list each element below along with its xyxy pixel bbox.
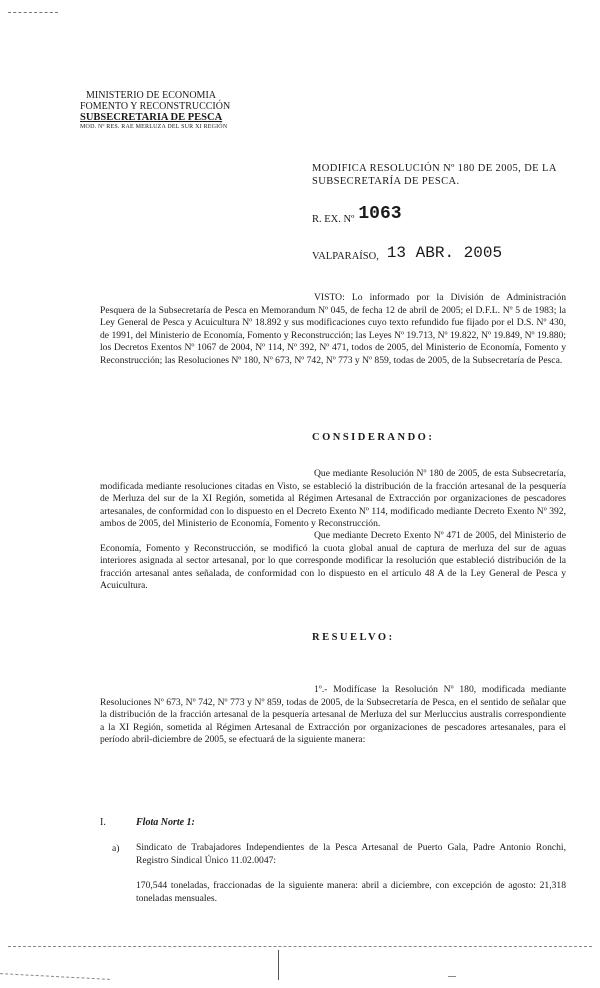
place-date — [312, 246, 502, 264]
ministry-line-2: FOMENTO Y RECONSTRUCCIÓN — [80, 101, 231, 112]
document-code: MOD. Nº RES. RAE MERLUZA DEL SUR XI REGIÓN — [80, 124, 228, 130]
bottom-dashed-line-2 — [0, 973, 110, 980]
letterhead — [80, 90, 230, 131]
subject-line: MODIFICA RESOLUCIÓN Nº 180 DE 2005, DE LA SUBSECRETARÍA DE PESCA. — [312, 163, 557, 187]
section-number: I. — [100, 817, 106, 828]
place: VALPARAÍSO, — [312, 251, 379, 262]
considerando-heading: CONSIDERANDO: — [312, 432, 435, 443]
resolution-number-value: 1063 — [358, 204, 402, 224]
bottom-tick-mark — [448, 976, 456, 977]
considerando-paragraph-2: Que mediante Decreto Exento Nº 471 de 2005, del Ministerio de Economía, Fomento y Reconstrucción, se modificó la cuota global anual de captura de merluza del sur de aguas interiores asignada al sector artesanal, por lo que corresponde modificar la resolución que estableció distribución de la fracción artesanal antes señalada, de conformidad con lo dispuesto en el artículo 48 A de la Ley General de Pesca y Acuicultura. — [100, 530, 566, 591]
item-letter: a) — [112, 843, 120, 854]
bottom-vertical-mark — [278, 950, 279, 980]
section-title: Flota Norte 1: — [136, 817, 195, 828]
item-organization: Sindicato de Trabajadores Independientes de la Pesca Artesanal de Puerto Gala, Padre Antonio Ronchi, Registro Sindical Único 11.02.0047: — [136, 842, 566, 866]
resuelvo-heading: RESUELVO: — [312, 632, 395, 643]
resuelvo-paragraph-1: 1º.- Modifícase la Resolución Nº 180, modificada mediante Resoluciones Nº 673, Nº 742, Nº 773 y Nº 859, todas de 2005, de la Subsecretaría de Pesca, en el sentido de señalar que la distribución de la fracción artesanal de la pesquería artesanal de Merluza del sur Merluccius australis correspondiente a la XI Región, sometida al Régimen Artesanal de Extracción por organizaciones de pescadores artesanales, para el período abril-diciembre de 2005, se efectuará de la siguiente manera: — [100, 684, 566, 745]
bottom-dashed-line — [8, 946, 592, 947]
considerando-paragraph-1: Que mediante Resolución Nº 180 de 2005, de esta Subsecretaría, modificada mediante resoluciones citadas en Visto, se estableció la distribución de la fracción artesanal de la pesquería de Merluza del sur de la XI Región, sometida al Régimen Artesanal de Extracción por organizaciones de pescadores artesanales, de conformidad con lo dispuesto en el Decreto Exento Nº 114, modificado mediante Decreto Exento Nº 392, ambos de 2005, del Ministerio de Economía, Fomento y Reconstrucción. — [100, 468, 566, 529]
top-dashed-line — [8, 12, 58, 13]
item-quota-detail: 170,544 toneladas, fraccionadas de la siguiente manera: abril a diciembre, con excepción de agosto: 21,318 toneladas mensuales. — [136, 880, 566, 904]
ministry-line: MINISTERIO DE ECONOMIA — [86, 90, 216, 101]
resolution-label: R. EX. Nº — [312, 214, 355, 225]
subsecretaria-line: SUBSECRETARIA DE PESCA — [80, 112, 223, 123]
resolution-number — [312, 204, 402, 228]
date-stamp: 13 ABR. 2005 — [386, 244, 503, 262]
visto-paragraph: VISTO: Lo informado por la División de Administración Pesquera de la Subsecretaría de Pesca en Memorandum Nº 045, de fecha 12 de abril de 2005; el D.F.L. Nº 5 de 1983; la Ley General de Pesca y Acuicultura Nº 18.892 y sus modificaciones cuyo texto refundido fue fijado por el D.S. Nº 430, de 1991, del Ministerio de Economía, Fomento y Reconstrucción; las Leyes Nº 19.713, Nº 19.822, Nº 19.849, Nº 19.880; los Decretos Exentos Nº 1067 de 2004, Nº 114, Nº 392, Nº 471, todos de 2005, del Ministerio de Economía, Fomento y Reconstrucción; las Resoluciones Nº 180, Nº 673, Nº 742, Nº 773 y Nº 859, todas de 2005, de la Subsecretaría de Pesca. — [100, 292, 566, 366]
